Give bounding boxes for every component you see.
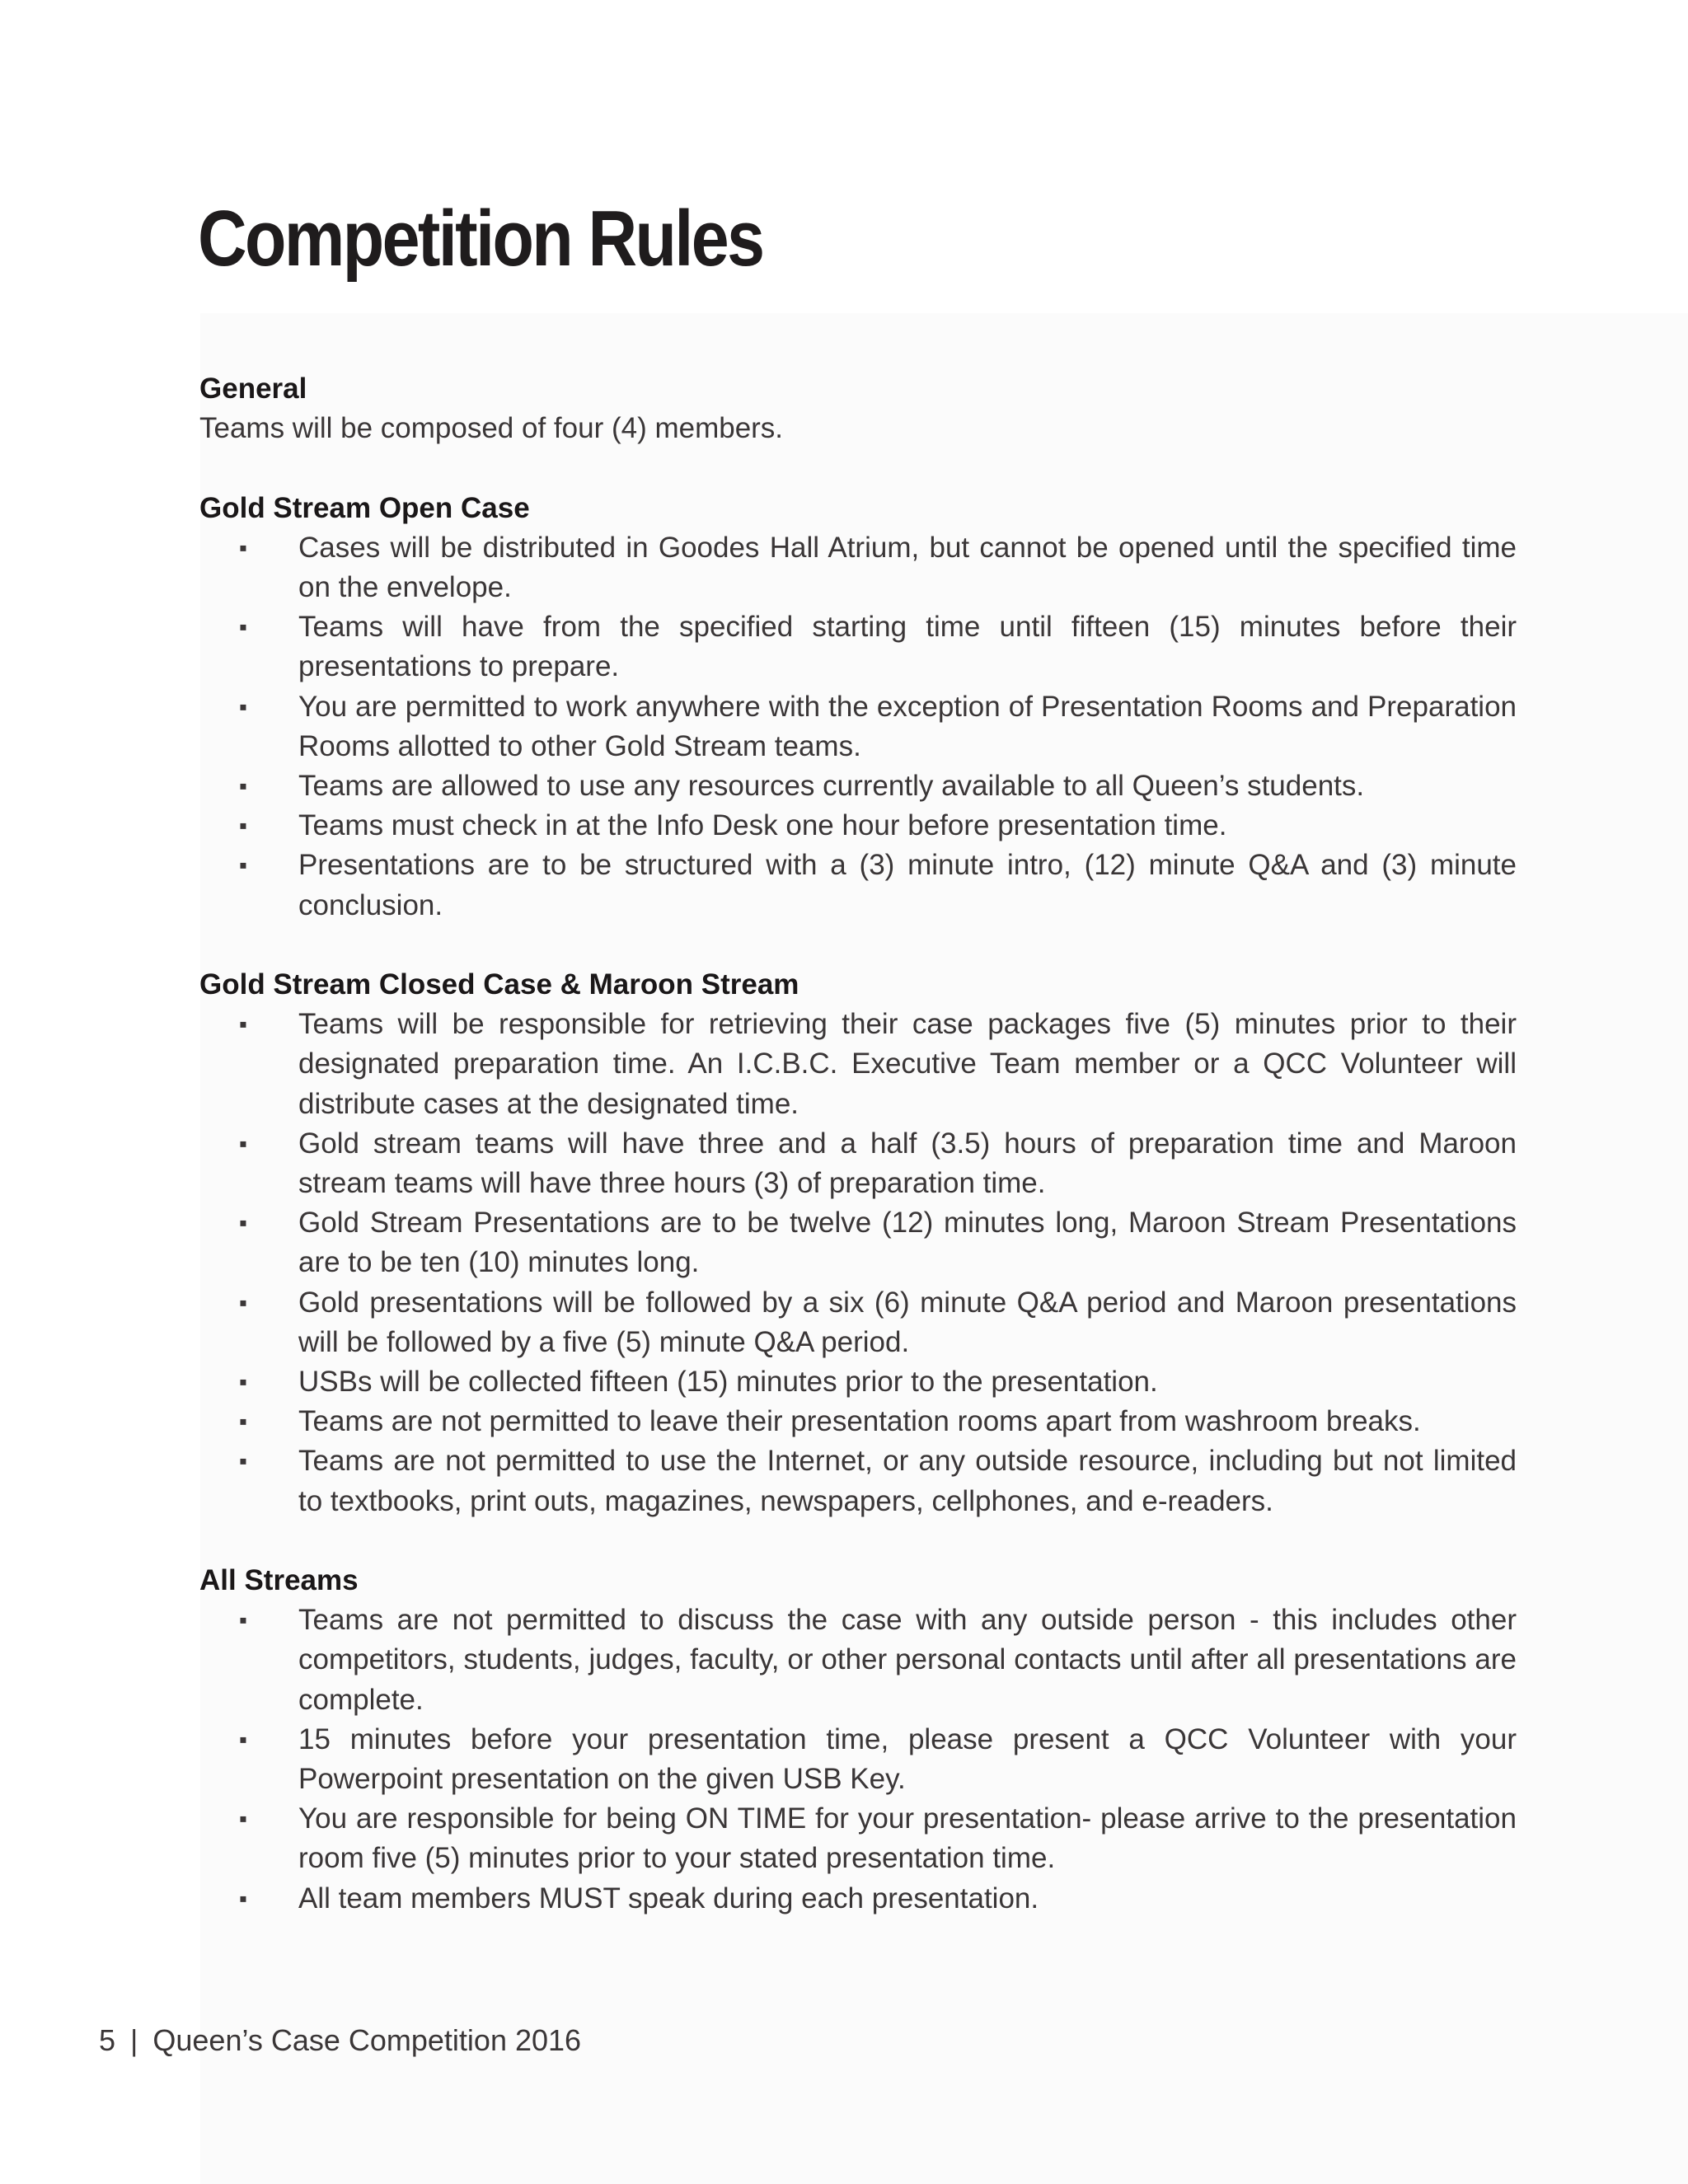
section-heading: General: [199, 373, 307, 405]
rules-section: [199, 1561, 1517, 1919]
bullet-icon: ▪: [239, 813, 247, 839]
rule-text: USBs will be collected fifteen (15) minutes prior to the presentation.: [298, 1366, 1158, 1398]
page-title: Competition Rules: [198, 194, 763, 283]
rule-text: Presentations are to be structured with a (3) minute intro, (12) minute Q&A and (3) minute conclusion.: [298, 849, 1517, 921]
page-footer: [99, 2021, 581, 2060]
section-heading: All Streams: [199, 1564, 359, 1596]
bullet-icon: ▪: [239, 1607, 247, 1633]
publication-name: Queen’s Case Competition 2016: [152, 2023, 582, 2057]
rule-item: [199, 806, 1517, 846]
bullet-icon: ▪: [239, 852, 247, 879]
rules-list: [199, 1601, 1517, 1919]
rule-text: 15 minutes before your presentation time, please present a QCC Volunteer with your Powerpoint presentation on the given USB Key.: [298, 1722, 1517, 1795]
bullet-icon: ▪: [239, 1408, 247, 1435]
bullet-icon: ▪: [239, 1289, 247, 1315]
rules-section: [199, 965, 1517, 1521]
bullet-icon: ▪: [239, 1130, 247, 1156]
rule-item: [199, 1601, 1517, 1720]
section-text: Teams will be composed of four (4) members.: [199, 412, 784, 445]
bullet-icon: ▪: [239, 1210, 247, 1236]
rule-item: [199, 1879, 1517, 1919]
rules-list: [199, 528, 1517, 926]
bullet-icon: ▪: [239, 1806, 247, 1832]
rule-item: [199, 528, 1517, 607]
rules-list: [199, 1005, 1517, 1521]
bullet-icon: ▪: [239, 693, 247, 719]
rule-text: Cases will be distributed in Goodes Hall Atrium, but cannot be opened until the specified time on the envelope.: [298, 531, 1517, 603]
rule-item: [199, 1005, 1517, 1124]
rule-item: [199, 1124, 1517, 1203]
rules-section: [199, 489, 1517, 926]
bullet-icon: ▪: [239, 1011, 247, 1038]
bullet-icon: ▪: [239, 772, 247, 799]
rules-content: [199, 369, 1517, 1958]
bullet-icon: ▪: [239, 614, 247, 640]
rule-item: [199, 1402, 1517, 1441]
bullet-icon: ▪: [239, 1369, 247, 1394]
rule-item: [199, 1799, 1517, 1878]
rule-text: Teams will be responsible for retrieving their case packages five (5) minutes prior to their designated preparation time. An I.C.B.C. Executive Team member or a QCC Volunteer will distribute cases at the designated time.: [298, 1008, 1517, 1120]
rule-text: All team members MUST speak during each presentation.: [298, 1882, 1039, 1915]
section-heading: Gold Stream Open Case: [199, 491, 530, 524]
rule-item: [199, 1720, 1517, 1799]
rule-text: Teams are allowed to use any resources currently available to all Queen’s students.: [298, 769, 1365, 802]
rule-item: [199, 1441, 1517, 1521]
rule-text: Gold stream teams will have three and a half (3.5) hours of preparation time and Maroon stream teams will have three hours (3) of preparation time.: [298, 1127, 1517, 1199]
rule-item: [199, 607, 1517, 687]
rule-text: Gold presentations will be followed by a six (6) minute Q&A period and Maroon presentations will be followed by a five (5) minute Q&A period.: [298, 1286, 1517, 1358]
bullet-icon: ▪: [239, 1726, 247, 1752]
page-number: 5: [99, 2023, 116, 2057]
rule-item: [199, 766, 1517, 806]
rule-text: Teams are not permitted to leave their presentation rooms apart from washroom breaks.: [298, 1405, 1421, 1438]
rule-text: Teams must check in at the Info Desk one hour before presentation time.: [298, 809, 1227, 842]
rules-section: [199, 369, 1517, 448]
section-heading: Gold Stream Closed Case & Maroon Stream: [199, 968, 799, 1001]
bullet-icon: ▪: [239, 1448, 247, 1474]
footer-separator: |: [130, 2023, 138, 2057]
rule-item: [199, 1362, 1517, 1402]
rule-text: You are responsible for being ON TIME for your presentation- please arrive to the presentation room five (5) minutes prior to your stated presentation time.: [298, 1802, 1517, 1875]
rule-text: Teams are not permitted to use the Internet, or any outside resource, including but not limited to textbooks, print outs, magazines, newspapers, cellphones, and e-readers.: [298, 1445, 1517, 1517]
bullet-icon: ▪: [239, 534, 247, 560]
rule-item: [199, 1283, 1517, 1362]
bullet-icon: ▪: [239, 1885, 247, 1911]
rule-text: Teams are not permitted to discuss the case with any outside person - this includes other competitors, students, judges, faculty, or other personal contacts until after all presentations are complete.: [298, 1604, 1517, 1716]
rule-item: [199, 846, 1517, 925]
rule-text: Teams will have from the specified starting time until fifteen (15) minutes before their presentations to prepare.: [298, 611, 1517, 683]
rule-item: [199, 1203, 1517, 1282]
rule-item: [199, 687, 1517, 766]
rule-text: You are permitted to work anywhere with the exception of Presentation Rooms and Preparation Rooms allotted to other Gold Stream teams.: [298, 690, 1517, 762]
rule-text: Gold Stream Presentations are to be twelve (12) minutes long, Maroon Stream Presentations are to be ten (10) minutes long.: [298, 1207, 1517, 1279]
